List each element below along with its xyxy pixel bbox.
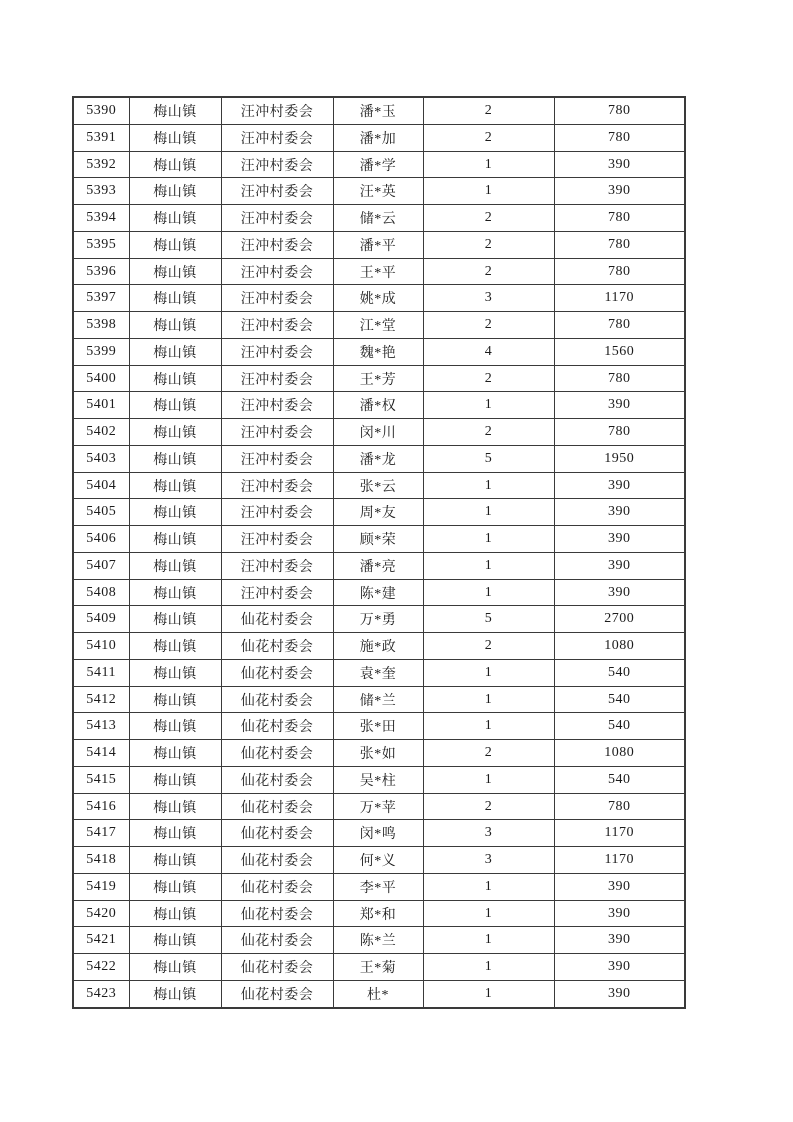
cell-count: 1 bbox=[423, 980, 554, 1008]
cell-village: 仙花村委会 bbox=[221, 686, 333, 713]
cell-serial: 5407 bbox=[73, 552, 129, 579]
cell-village: 汪冲村委会 bbox=[221, 124, 333, 151]
cell-town: 梅山镇 bbox=[129, 499, 221, 526]
cell-amount: 390 bbox=[554, 151, 685, 178]
cell-count: 2 bbox=[423, 312, 554, 339]
cell-town: 梅山镇 bbox=[129, 686, 221, 713]
cell-village: 仙花村委会 bbox=[221, 659, 333, 686]
cell-serial: 5393 bbox=[73, 178, 129, 205]
cell-count: 1 bbox=[423, 526, 554, 553]
cell-town: 梅山镇 bbox=[129, 178, 221, 205]
cell-amount: 390 bbox=[554, 873, 685, 900]
cell-serial: 5419 bbox=[73, 873, 129, 900]
cell-village: 仙花村委会 bbox=[221, 793, 333, 820]
cell-town: 梅山镇 bbox=[129, 980, 221, 1008]
cell-name: 闵*鸣 bbox=[333, 820, 423, 847]
cell-amount: 390 bbox=[554, 927, 685, 954]
cell-village: 仙花村委会 bbox=[221, 606, 333, 633]
cell-serial: 5410 bbox=[73, 633, 129, 660]
table-row bbox=[73, 392, 685, 419]
cell-town: 梅山镇 bbox=[129, 873, 221, 900]
cell-town: 梅山镇 bbox=[129, 633, 221, 660]
table-row bbox=[73, 954, 685, 981]
cell-amount: 1170 bbox=[554, 820, 685, 847]
cell-count: 1 bbox=[423, 927, 554, 954]
cell-serial: 5401 bbox=[73, 392, 129, 419]
cell-village: 汪冲村委会 bbox=[221, 419, 333, 446]
cell-amount: 780 bbox=[554, 124, 685, 151]
cell-serial: 5395 bbox=[73, 231, 129, 258]
cell-name: 李*平 bbox=[333, 873, 423, 900]
cell-town: 梅山镇 bbox=[129, 579, 221, 606]
cell-amount: 390 bbox=[554, 579, 685, 606]
cell-name: 姚*成 bbox=[333, 285, 423, 312]
cell-amount: 780 bbox=[554, 97, 685, 124]
cell-count: 2 bbox=[423, 633, 554, 660]
cell-amount: 1080 bbox=[554, 740, 685, 767]
cell-town: 梅山镇 bbox=[129, 312, 221, 339]
cell-name: 潘*权 bbox=[333, 392, 423, 419]
table-row bbox=[73, 900, 685, 927]
cell-serial: 5408 bbox=[73, 579, 129, 606]
cell-village: 仙花村委会 bbox=[221, 847, 333, 874]
cell-village: 汪冲村委会 bbox=[221, 552, 333, 579]
cell-amount: 540 bbox=[554, 659, 685, 686]
table-row bbox=[73, 312, 685, 339]
table-row bbox=[73, 847, 685, 874]
cell-amount: 1170 bbox=[554, 847, 685, 874]
cell-town: 梅山镇 bbox=[129, 900, 221, 927]
cell-name: 潘*加 bbox=[333, 124, 423, 151]
cell-village: 汪冲村委会 bbox=[221, 499, 333, 526]
cell-serial: 5404 bbox=[73, 472, 129, 499]
cell-town: 梅山镇 bbox=[129, 820, 221, 847]
cell-name: 陈*兰 bbox=[333, 927, 423, 954]
table-row bbox=[73, 151, 685, 178]
cell-amount: 390 bbox=[554, 392, 685, 419]
table-row bbox=[73, 124, 685, 151]
cell-amount: 390 bbox=[554, 980, 685, 1008]
cell-village: 仙花村委会 bbox=[221, 820, 333, 847]
cell-amount: 780 bbox=[554, 312, 685, 339]
cell-serial: 5390 bbox=[73, 97, 129, 124]
cell-town: 梅山镇 bbox=[129, 713, 221, 740]
cell-count: 2 bbox=[423, 365, 554, 392]
cell-village: 仙花村委会 bbox=[221, 766, 333, 793]
cell-count: 1 bbox=[423, 713, 554, 740]
cell-village: 仙花村委会 bbox=[221, 900, 333, 927]
table-row bbox=[73, 686, 685, 713]
table-row bbox=[73, 445, 685, 472]
cell-village: 仙花村委会 bbox=[221, 633, 333, 660]
table-row bbox=[73, 472, 685, 499]
cell-name: 郑*和 bbox=[333, 900, 423, 927]
cell-count: 1 bbox=[423, 686, 554, 713]
cell-amount: 780 bbox=[554, 419, 685, 446]
cell-name: 潘*玉 bbox=[333, 97, 423, 124]
cell-town: 梅山镇 bbox=[129, 927, 221, 954]
table-row bbox=[73, 579, 685, 606]
cell-amount: 390 bbox=[554, 552, 685, 579]
cell-count: 1 bbox=[423, 151, 554, 178]
cell-name: 潘*亮 bbox=[333, 552, 423, 579]
cell-count: 1 bbox=[423, 954, 554, 981]
cell-count: 1 bbox=[423, 472, 554, 499]
cell-count: 2 bbox=[423, 97, 554, 124]
table-row bbox=[73, 873, 685, 900]
cell-name: 王*芳 bbox=[333, 365, 423, 392]
cell-town: 梅山镇 bbox=[129, 472, 221, 499]
cell-amount: 780 bbox=[554, 793, 685, 820]
cell-name: 万*苹 bbox=[333, 793, 423, 820]
cell-amount: 390 bbox=[554, 499, 685, 526]
cell-name: 潘*学 bbox=[333, 151, 423, 178]
cell-town: 梅山镇 bbox=[129, 392, 221, 419]
cell-amount: 1560 bbox=[554, 338, 685, 365]
table-row bbox=[73, 820, 685, 847]
cell-amount: 1950 bbox=[554, 445, 685, 472]
cell-count: 2 bbox=[423, 124, 554, 151]
cell-village: 汪冲村委会 bbox=[221, 338, 333, 365]
cell-count: 4 bbox=[423, 338, 554, 365]
cell-serial: 5418 bbox=[73, 847, 129, 874]
table-row bbox=[73, 552, 685, 579]
cell-village: 汪冲村委会 bbox=[221, 526, 333, 553]
table-row bbox=[73, 499, 685, 526]
cell-name: 何*义 bbox=[333, 847, 423, 874]
table-row bbox=[73, 258, 685, 285]
cell-count: 1 bbox=[423, 900, 554, 927]
cell-village: 仙花村委会 bbox=[221, 980, 333, 1008]
cell-serial: 5394 bbox=[73, 205, 129, 232]
cell-count: 3 bbox=[423, 847, 554, 874]
cell-amount: 780 bbox=[554, 365, 685, 392]
cell-count: 1 bbox=[423, 873, 554, 900]
cell-amount: 390 bbox=[554, 178, 685, 205]
cell-village: 汪冲村委会 bbox=[221, 365, 333, 392]
cell-serial: 5421 bbox=[73, 927, 129, 954]
cell-name: 吴*柱 bbox=[333, 766, 423, 793]
cell-serial: 5412 bbox=[73, 686, 129, 713]
cell-amount: 780 bbox=[554, 258, 685, 285]
cell-serial: 5399 bbox=[73, 338, 129, 365]
cell-name: 杜* bbox=[333, 980, 423, 1008]
cell-village: 汪冲村委会 bbox=[221, 472, 333, 499]
cell-town: 梅山镇 bbox=[129, 793, 221, 820]
cell-serial: 5391 bbox=[73, 124, 129, 151]
cell-village: 汪冲村委会 bbox=[221, 312, 333, 339]
cell-amount: 1080 bbox=[554, 633, 685, 660]
cell-name: 潘*龙 bbox=[333, 445, 423, 472]
cell-name: 储*云 bbox=[333, 205, 423, 232]
table-row bbox=[73, 980, 685, 1008]
cell-serial: 5411 bbox=[73, 659, 129, 686]
cell-town: 梅山镇 bbox=[129, 419, 221, 446]
table-row bbox=[73, 766, 685, 793]
cell-name: 袁*奎 bbox=[333, 659, 423, 686]
table-row bbox=[73, 606, 685, 633]
table-row bbox=[73, 713, 685, 740]
cell-village: 汪冲村委会 bbox=[221, 285, 333, 312]
cell-amount: 2700 bbox=[554, 606, 685, 633]
cell-town: 梅山镇 bbox=[129, 445, 221, 472]
cell-serial: 5400 bbox=[73, 365, 129, 392]
cell-name: 张*云 bbox=[333, 472, 423, 499]
cell-town: 梅山镇 bbox=[129, 365, 221, 392]
cell-serial: 5415 bbox=[73, 766, 129, 793]
cell-amount: 780 bbox=[554, 205, 685, 232]
cell-count: 1 bbox=[423, 499, 554, 526]
cell-count: 5 bbox=[423, 445, 554, 472]
cell-village: 汪冲村委会 bbox=[221, 392, 333, 419]
cell-serial: 5392 bbox=[73, 151, 129, 178]
cell-name: 周*友 bbox=[333, 499, 423, 526]
cell-amount: 390 bbox=[554, 900, 685, 927]
cell-amount: 780 bbox=[554, 231, 685, 258]
cell-count: 1 bbox=[423, 579, 554, 606]
cell-village: 仙花村委会 bbox=[221, 740, 333, 767]
cell-count: 2 bbox=[423, 740, 554, 767]
cell-name: 江*堂 bbox=[333, 312, 423, 339]
cell-town: 梅山镇 bbox=[129, 954, 221, 981]
cell-serial: 5420 bbox=[73, 900, 129, 927]
cell-amount: 390 bbox=[554, 472, 685, 499]
table-row bbox=[73, 97, 685, 124]
table-row bbox=[73, 793, 685, 820]
cell-serial: 5409 bbox=[73, 606, 129, 633]
cell-village: 汪冲村委会 bbox=[221, 178, 333, 205]
cell-village: 仙花村委会 bbox=[221, 873, 333, 900]
table-row bbox=[73, 365, 685, 392]
table-row bbox=[73, 178, 685, 205]
cell-name: 潘*平 bbox=[333, 231, 423, 258]
cell-name: 王*平 bbox=[333, 258, 423, 285]
table-row bbox=[73, 338, 685, 365]
table-row bbox=[73, 419, 685, 446]
table-row bbox=[73, 231, 685, 258]
cell-town: 梅山镇 bbox=[129, 97, 221, 124]
cell-count: 1 bbox=[423, 178, 554, 205]
cell-serial: 5417 bbox=[73, 820, 129, 847]
cell-count: 2 bbox=[423, 793, 554, 820]
cell-name: 施*政 bbox=[333, 633, 423, 660]
cell-count: 2 bbox=[423, 419, 554, 446]
table-body bbox=[73, 97, 685, 1008]
cell-village: 汪冲村委会 bbox=[221, 151, 333, 178]
cell-serial: 5414 bbox=[73, 740, 129, 767]
cell-name: 顾*荣 bbox=[333, 526, 423, 553]
cell-serial: 5397 bbox=[73, 285, 129, 312]
cell-count: 3 bbox=[423, 820, 554, 847]
cell-count: 3 bbox=[423, 285, 554, 312]
cell-name: 张*如 bbox=[333, 740, 423, 767]
cell-village: 汪冲村委会 bbox=[221, 205, 333, 232]
cell-village: 汪冲村委会 bbox=[221, 231, 333, 258]
cell-serial: 5422 bbox=[73, 954, 129, 981]
cell-count: 5 bbox=[423, 606, 554, 633]
cell-amount: 390 bbox=[554, 954, 685, 981]
cell-village: 汪冲村委会 bbox=[221, 258, 333, 285]
cell-town: 梅山镇 bbox=[129, 285, 221, 312]
cell-name: 魏*艳 bbox=[333, 338, 423, 365]
cell-village: 仙花村委会 bbox=[221, 954, 333, 981]
table-row bbox=[73, 659, 685, 686]
cell-serial: 5413 bbox=[73, 713, 129, 740]
cell-town: 梅山镇 bbox=[129, 847, 221, 874]
cell-town: 梅山镇 bbox=[129, 231, 221, 258]
table-row bbox=[73, 633, 685, 660]
beneficiary-table bbox=[72, 96, 686, 1009]
cell-name: 陈*建 bbox=[333, 579, 423, 606]
cell-amount: 540 bbox=[554, 766, 685, 793]
cell-count: 2 bbox=[423, 231, 554, 258]
cell-count: 1 bbox=[423, 766, 554, 793]
cell-town: 梅山镇 bbox=[129, 606, 221, 633]
cell-name: 张*田 bbox=[333, 713, 423, 740]
cell-serial: 5403 bbox=[73, 445, 129, 472]
cell-village: 汪冲村委会 bbox=[221, 97, 333, 124]
cell-amount: 390 bbox=[554, 526, 685, 553]
cell-name: 汪*英 bbox=[333, 178, 423, 205]
cell-town: 梅山镇 bbox=[129, 552, 221, 579]
cell-name: 储*兰 bbox=[333, 686, 423, 713]
cell-serial: 5406 bbox=[73, 526, 129, 553]
cell-town: 梅山镇 bbox=[129, 740, 221, 767]
cell-town: 梅山镇 bbox=[129, 526, 221, 553]
cell-serial: 5402 bbox=[73, 419, 129, 446]
table-row bbox=[73, 205, 685, 232]
cell-serial: 5405 bbox=[73, 499, 129, 526]
cell-count: 1 bbox=[423, 552, 554, 579]
cell-town: 梅山镇 bbox=[129, 205, 221, 232]
cell-name: 万*勇 bbox=[333, 606, 423, 633]
cell-town: 梅山镇 bbox=[129, 338, 221, 365]
cell-village: 汪冲村委会 bbox=[221, 445, 333, 472]
cell-count: 2 bbox=[423, 205, 554, 232]
cell-town: 梅山镇 bbox=[129, 766, 221, 793]
cell-town: 梅山镇 bbox=[129, 659, 221, 686]
cell-serial: 5416 bbox=[73, 793, 129, 820]
cell-serial: 5398 bbox=[73, 312, 129, 339]
cell-count: 2 bbox=[423, 258, 554, 285]
cell-amount: 540 bbox=[554, 686, 685, 713]
table-row bbox=[73, 740, 685, 767]
cell-serial: 5396 bbox=[73, 258, 129, 285]
cell-name: 王*菊 bbox=[333, 954, 423, 981]
cell-name: 闵*川 bbox=[333, 419, 423, 446]
table-row bbox=[73, 526, 685, 553]
cell-village: 汪冲村委会 bbox=[221, 579, 333, 606]
cell-count: 1 bbox=[423, 659, 554, 686]
cell-count: 1 bbox=[423, 392, 554, 419]
table-row bbox=[73, 927, 685, 954]
cell-amount: 540 bbox=[554, 713, 685, 740]
cell-village: 仙花村委会 bbox=[221, 927, 333, 954]
cell-town: 梅山镇 bbox=[129, 151, 221, 178]
cell-serial: 5423 bbox=[73, 980, 129, 1008]
cell-town: 梅山镇 bbox=[129, 258, 221, 285]
table-row bbox=[73, 285, 685, 312]
cell-town: 梅山镇 bbox=[129, 124, 221, 151]
cell-amount: 1170 bbox=[554, 285, 685, 312]
cell-village: 仙花村委会 bbox=[221, 713, 333, 740]
